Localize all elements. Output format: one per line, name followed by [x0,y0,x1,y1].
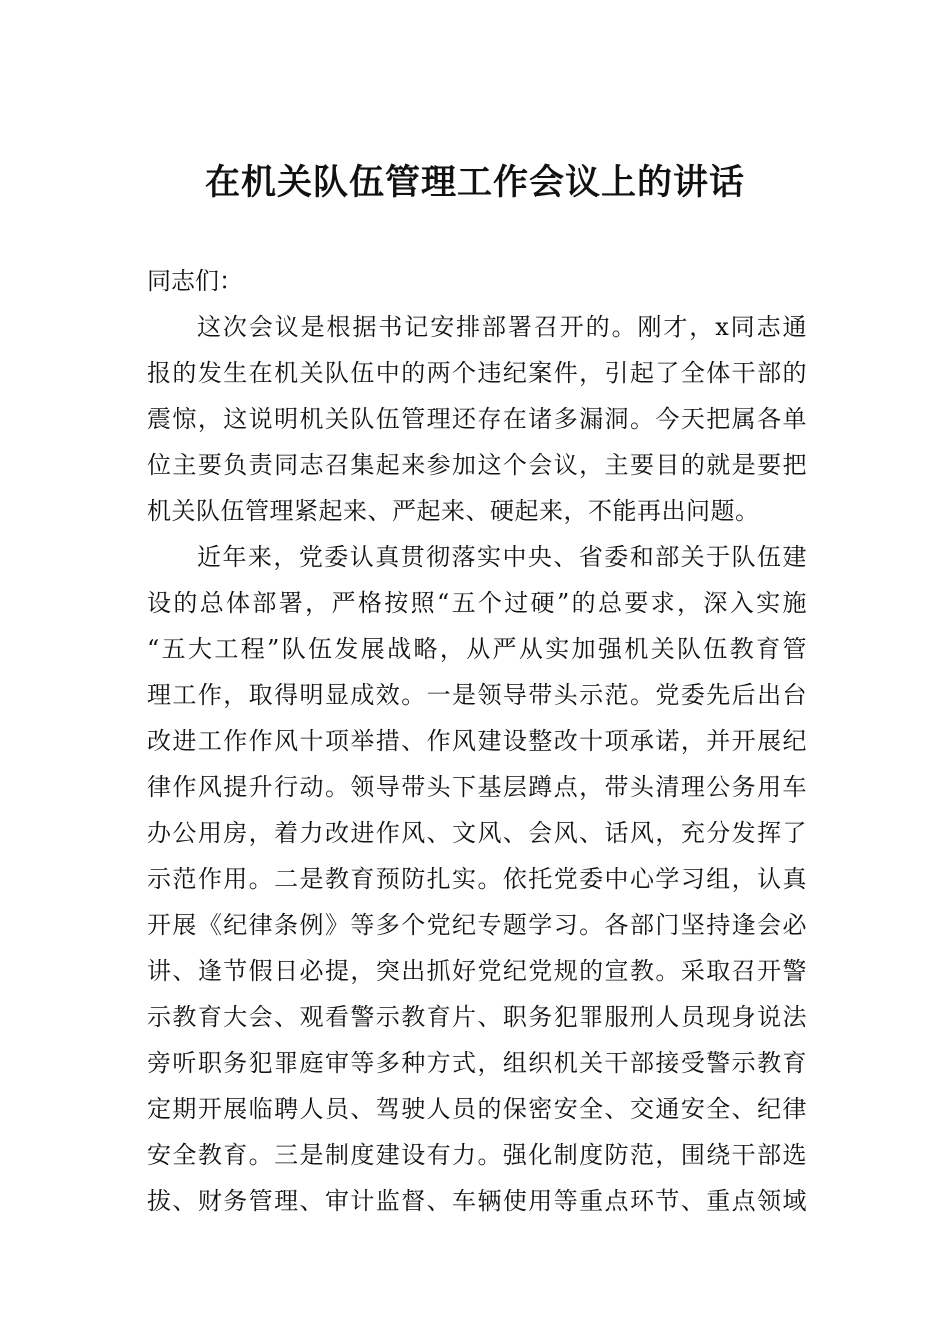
text-line: 理工作，取得明显成效。一是领导带头示范。党委先后出台 [147,681,807,709]
text-line: 律作风提升行动。领导带头下基层蹲点，带头清理公务用车 [147,773,807,801]
text-line: 定期开展临聘人员、驾驶人员的保密安全、交通安全、纪律 [147,1095,807,1123]
text-line: 机关队伍管理紧起来、严起来、硬起来，不能再出问题。 [147,497,760,525]
salutation: 同志们： [147,267,243,295]
text-line: 震惊，这说明机关队伍管理还存在诸多漏洞。今天把属各单 [147,405,807,433]
text-line: 报的发生在机关队伍中的两个违纪案件，引起了全体干部的 [147,359,807,387]
text-line: 改进工作作风十项举措、作风建设整改十项承诺，并开展纪 [147,727,807,755]
text-line: 讲、逢节假日必提，突出抓好党纪党规的宣教。采取召开警 [147,957,807,985]
text-line: 设的总体部署，严格按照“五个过硬”的总要求，深入实施 [147,589,807,617]
text-line: 安全教育。三是制度建设有力。强化制度防范，围绕干部选 [147,1141,807,1169]
document-title: 在机关队伍管理工作会议上的讲话 [204,162,745,203]
text-line: 位主要负责同志召集起来参加这个会议，主要目的就是要把 [147,451,807,479]
text-line: 示范作用。二是教育预防扎实。依托党委中心学习组，认真 [147,865,807,893]
text-line: 办公用房，着力改进作风、文风、会风、话风，充分发挥了 [147,819,807,847]
text-line: 旁听职务犯罪庭审等多种方式，组织机关干部接受警示教育 [147,1049,807,1077]
text-line: 这次会议是根据书记安排部署召开的。刚才，x同志通 [197,313,807,341]
text-line: 拔、财务管理、审计监督、车辆使用等重点环节、重点领域 [147,1187,807,1215]
text-line: 示教育大会、观看警示教育片、职务犯罪服刑人员现身说法 [147,1003,807,1031]
text-line: “五大工程”队伍发展战略，从严从实加强机关队伍教育管 [147,635,807,663]
text-line: 开展《纪律条例》等多个党纪专题学习。各部门坚持逢会必 [147,911,807,939]
text-line: 近年来，党委认真贯彻落实中央、省委和部关于队伍建 [197,543,807,571]
paragraph-2 [147,534,807,1224]
paragraph-1 [147,304,807,534]
document-body [147,258,807,1224]
